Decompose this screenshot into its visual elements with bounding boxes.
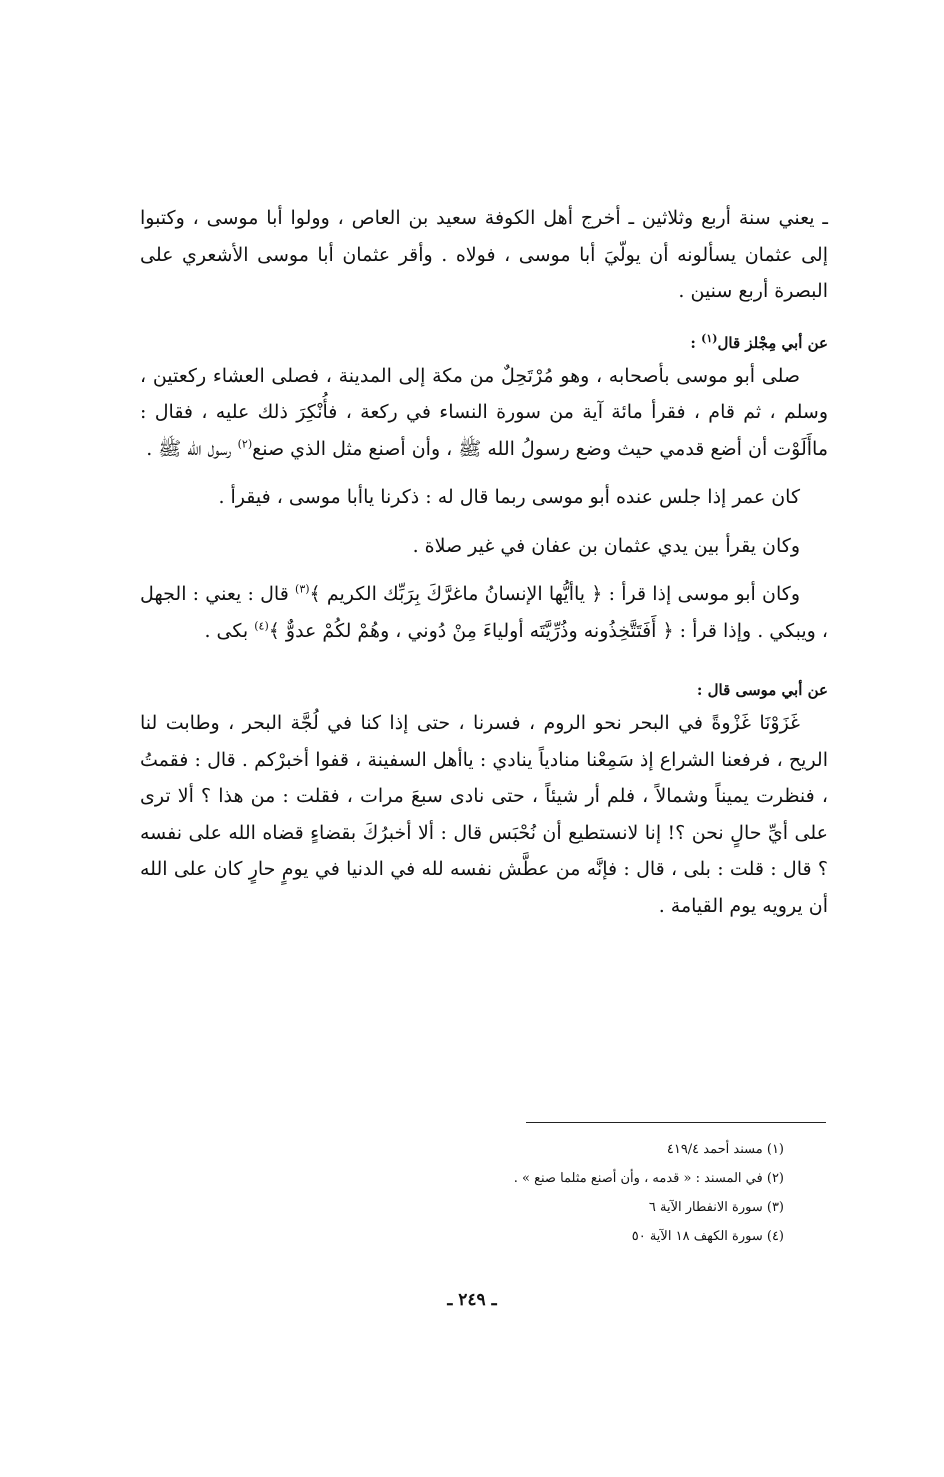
- paragraph-2-text: صلى أبو موسى بأصحابه ، وهو مُرْتَحِلٌ من مكة إلى المدينة ، فصلى العشاء ركعتين ، وسلم ، ثم قام ، فقرأ مائة آية من سورة النساء في ركعة ، فأُنْكِرَ ذلك عليه ، فقال : ماأَلَوْت أن أضع قدمي حيث وضع رسولُ الله ﷺ ، وأن أصنع مثل الذي صنع: [140, 364, 828, 460]
- main-text: [140, 200, 828, 924]
- footnote-divider: [526, 1122, 826, 1123]
- spacer: [140, 649, 828, 675]
- section-heading-2: عن أبي موسى قال :: [696, 681, 828, 699]
- heading-1-text: عن أبي مِجْلز قال: [717, 333, 828, 352]
- paragraph-2-end: رسول الله ﷺ .: [146, 437, 238, 460]
- footnote-ref-1: (١): [701, 331, 718, 345]
- heading-1-colon: :: [690, 333, 702, 352]
- footnote-ref-3: (٣): [295, 582, 310, 596]
- footnote-ref-2: (٢): [237, 437, 253, 451]
- paragraph-3: كان عمر إذا جلس عنده أبو موسى ربما قال له : ذكرنا ياأبا موسى ، فيقرأ .: [218, 486, 800, 508]
- section-heading-1: [140, 328, 828, 358]
- paragraph-5-part-a: وكان أبو موسى إذا قرأ : ﴿ ياأيُّها الإنسانُ ماغرَّكَ بِرَبِّك الكريم ﴾: [309, 583, 800, 605]
- spacer: [140, 467, 828, 479]
- paragraph-5-part-c: بكى .: [204, 619, 255, 642]
- spacer: [140, 564, 828, 576]
- page-number: ـ ٢٤٩ ـ: [447, 1290, 497, 1310]
- paragraph-4: وكان يقرأ بين يدي عثمان بن عفان في غير صلاة .: [412, 534, 800, 557]
- footnote-3: (٣) سورة الانفطار الآية ٦: [648, 1200, 784, 1215]
- spacer: [140, 310, 828, 328]
- footnote-4: (٤) سورة الكهف ١٨ الآية ٥٠: [631, 1229, 784, 1244]
- spacer: [140, 516, 828, 528]
- footnote-ref-4: (٤): [254, 619, 269, 633]
- paragraph-5-part-b: قال : يعني : الجهل ، ويبكي . وإذا قرأ : ﴿ أَفَتَتَّخِذُونه وذُرِّيَّتَه أولياءَ مِنْ دُوني ، وهُمْ لكُمْ عدوٌّ ﴾: [140, 583, 828, 642]
- paragraph-6: غَزَوْنَا غَزْوةً في البحر نحو الروم ، فسرنا ، حتى إذا كنا في لُجَّة البحر ، وطابت لنا الريح ، فرفعنا الشراع إذ سَمِعْنا منادياً ينادي : ياأهل السفينة ، قفوا أخبرْكم . قال : فقمتُ ، فنظرت يميناً وشمالاً ، فلم أر شيئاً ، حتى نادى سبعَ مرات ، فقلت : من هذا ؟ ألا ترى على أيِّ حالٍ نحن ؟! إنا لانستطيع أن نُحْبَس قال : ألا أخبرُكَ بقضاءٍ قضاه الله على نفسه ؟ قال : قلت : بلى ، قال : فإنَّه من عطَّش نفسه لله في الدنيا في يومٍ حارٍ كان على الله أن يرويه يوم القيامة .: [140, 712, 828, 917]
- footnote-1: (١) مسند أحمد ٤١٩/٤: [666, 1142, 784, 1157]
- footnotes: [184, 1135, 784, 1251]
- paragraph-1: ـ يعني سنة أربع وثلاثين ـ أخرج أهل الكوفة سعيد بن العاص ، وولوا أبا موسى ، وكتبوا إلى عثمان يسألونه أن يولّيَ أبا موسى ، فولاه . وأقر عثمان أبا موسى الأشعري على البصرة أربع سنين .: [140, 207, 828, 302]
- footnote-2: (٢) في المسند : « قدمه ، وأن أصنع مثلما صنع » .: [513, 1171, 784, 1186]
- paragraph-5: [140, 576, 828, 649]
- paragraph-2: [140, 358, 828, 468]
